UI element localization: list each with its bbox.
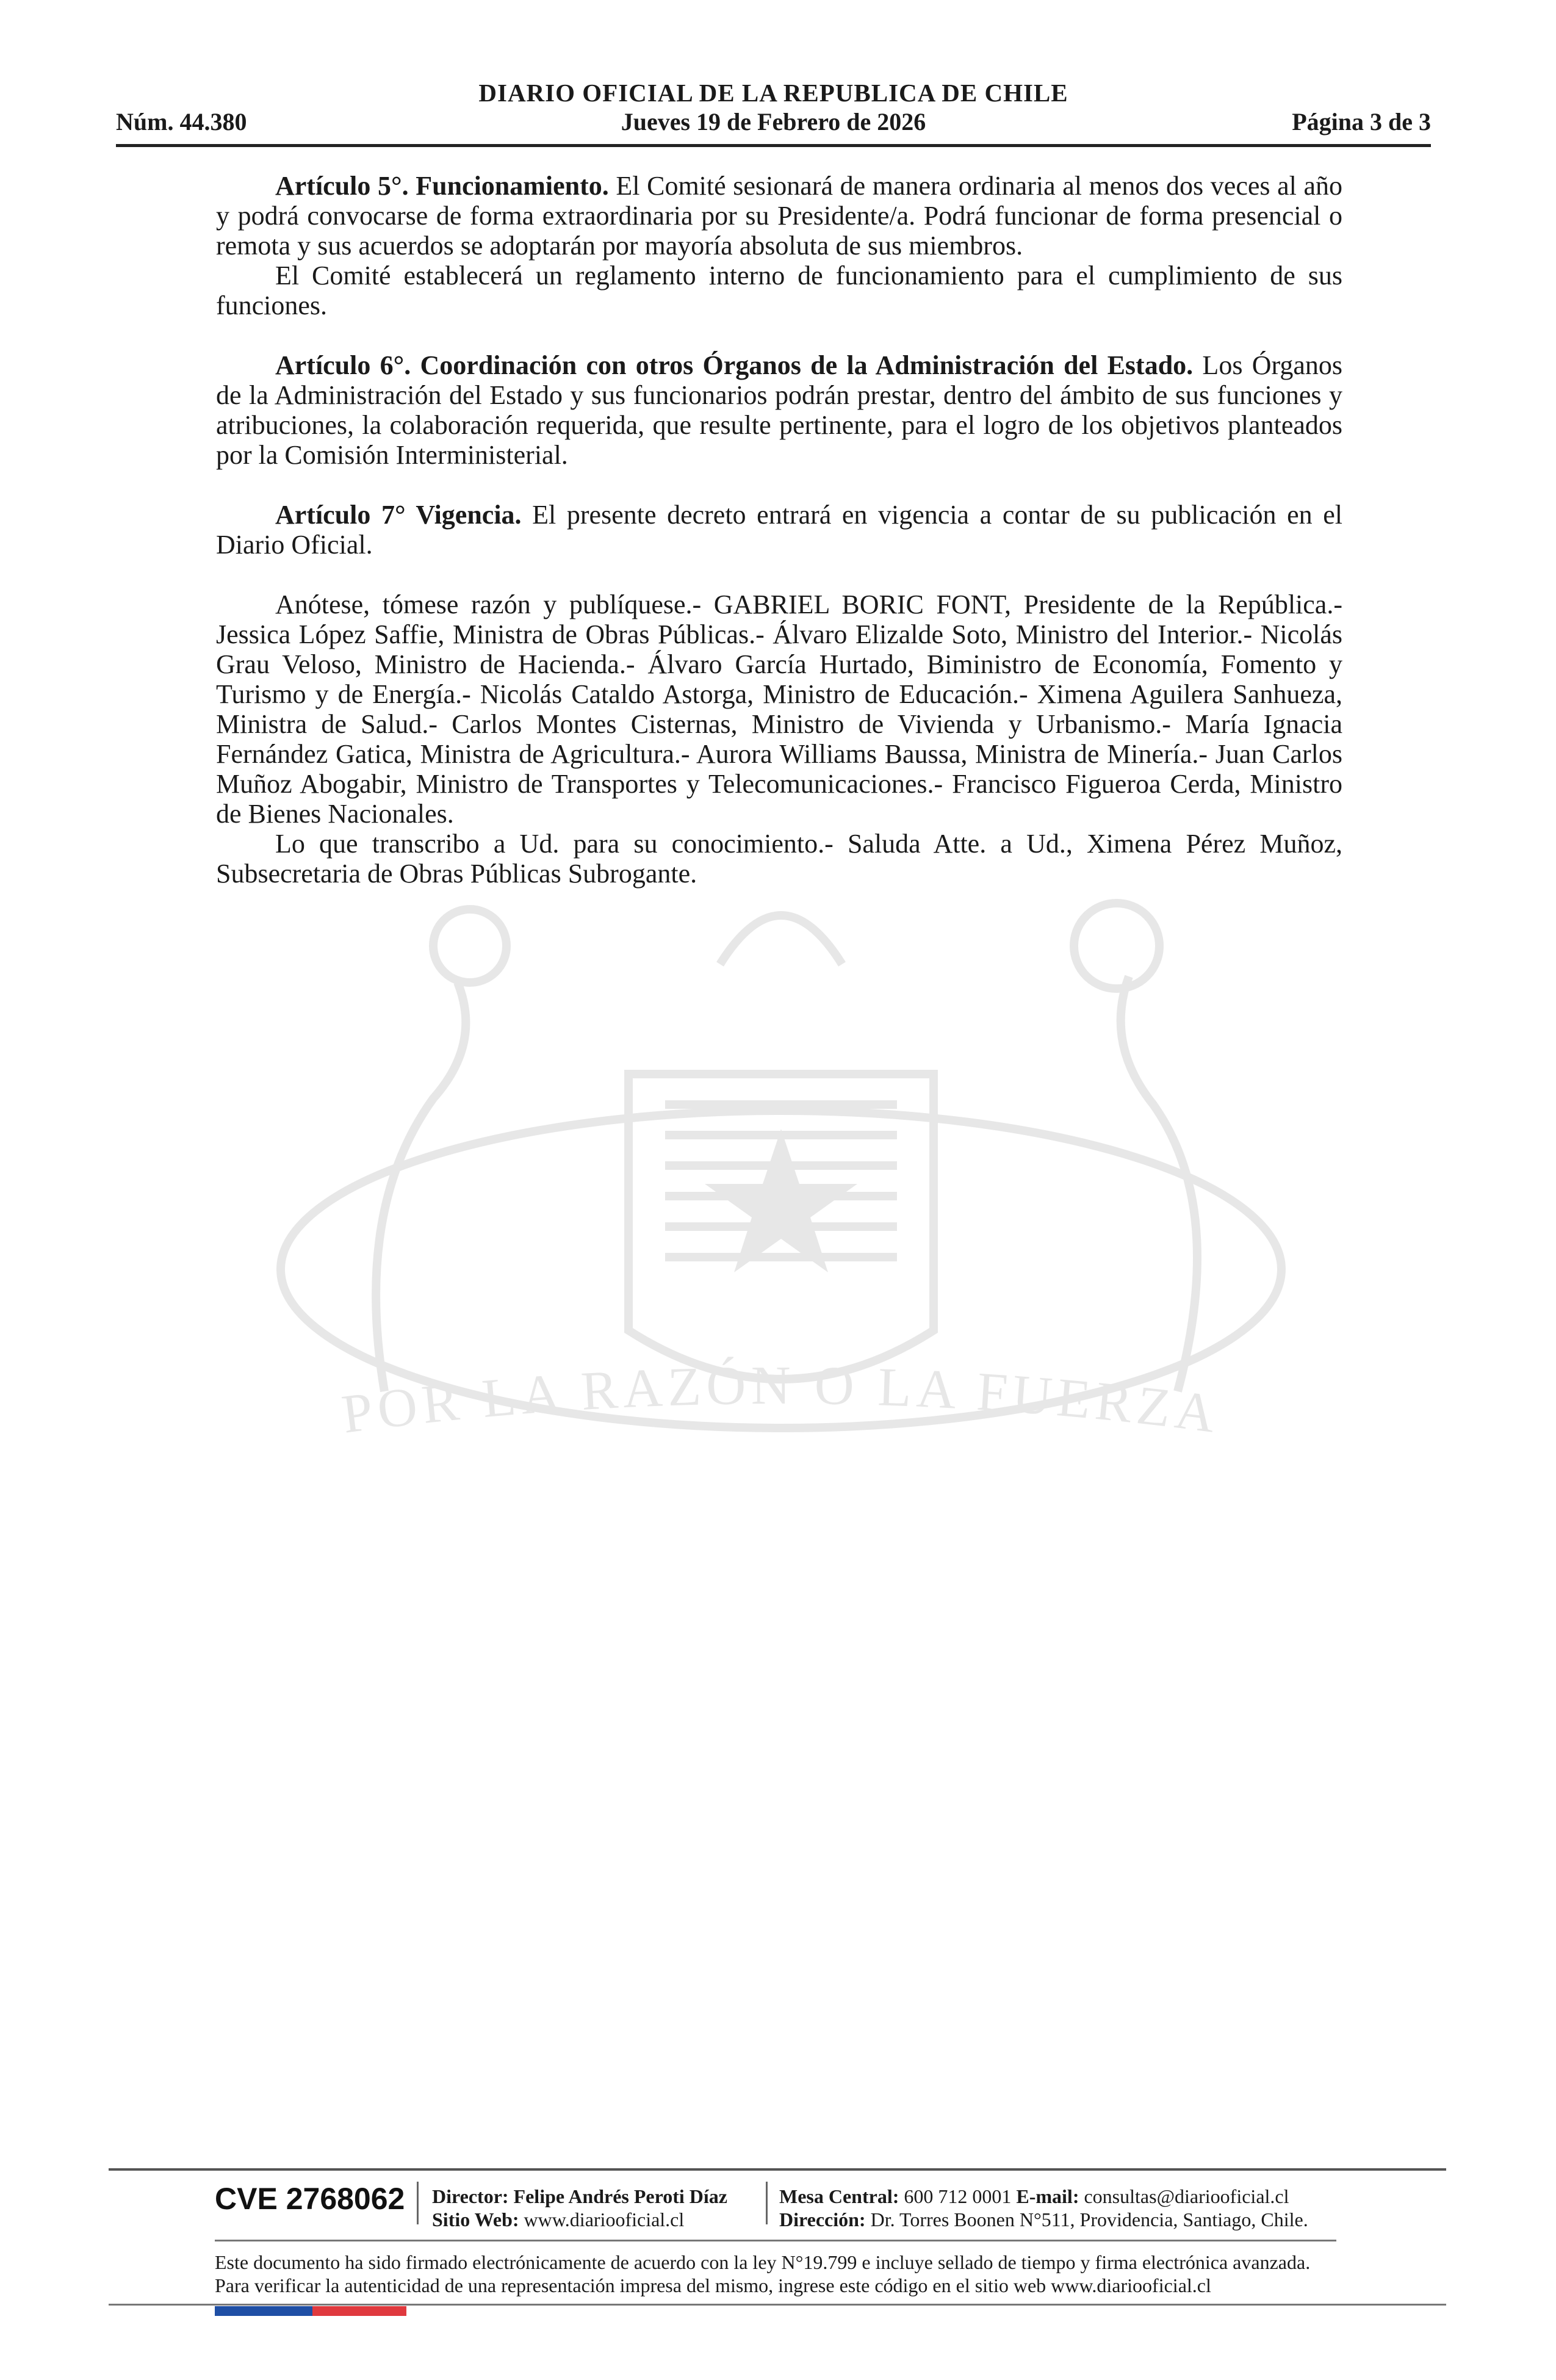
signatures-paragraph: Anótese, tómese razón y publíquese.- GABRIEL BORIC FONT, Presidente de la República.- Jessica López Saffie, Ministra de Obras Públicas.- Álvaro Elizalde Soto, Ministro del Interior.- Nicolás Grau Veloso, Ministro de Hacienda.- Álvaro García Hurtado, Biministro de Economía, Fomento y Turismo y de Energía.- Nicolás Cataldo Astorga, Ministro de Educación.- Ximena Aguilera Sanhueza, Ministra de Salud.- Carlos Montes Cisternas, Ministro de Vivienda y Urbanismo.- María Ignacia Fernández Gatica, Ministra de Agricultura.- Aurora Williams Baussa, Ministra de Minería.- Juan Carlos Muñoz Abogabir, Ministro de Transportes y Telecomunicaciones.- Francisco Figueroa Cerda, Ministro de Bienes Nacionales. (216, 590, 1342, 829)
document-body (216, 171, 1342, 889)
article-7-text: El presente decreto entrará en vigencia a contar de su publicación en el Diario Oficial. (216, 500, 1343, 560)
address-value: Dr. Torres Boonen N°511, Providencia, Santiago, Chile. (865, 2209, 1308, 2230)
footer-divider-top (109, 2168, 1446, 2171)
watermark-motto: POR LA RAZÓN O LA FUERZA (338, 1355, 1224, 1445)
page-indicator: Página 3 de 3 (1292, 108, 1431, 135)
article-6 (216, 350, 1342, 470)
email-label: E-mail: (1016, 2185, 1079, 2207)
flag-stripe-blue (215, 2306, 312, 2316)
closing-paragraph: Lo que transcribo a Ud. para su conocimiento.- Saluda Atte. a Ud., Ximena Pérez Muñoz, Subsecretaria de Obras Públicas Subrogante. (216, 829, 1342, 889)
site-label: Sitio Web: (432, 2209, 519, 2230)
coat-of-arms-watermark (201, 842, 1361, 1605)
footer-divider-bottom (109, 2304, 1446, 2306)
site-link[interactable]: www.diariooficial.cl (519, 2209, 685, 2230)
footer-divider-middle (215, 2240, 1336, 2241)
legal-notice: Este documento ha sido firmado electrónicamente de acuerdo con la ley N°19.799 e incluye sellado de tiempo y firma electrónica avanzada. Para verificar la autenticidad de una representación impresa del mismo, ingrese este código en el sitio web www.diariooficial.cl (215, 2251, 1311, 2296)
article-5-text: El Comité sesionará de manera ordinaria al menos dos veces al año y podrá convocarse de forma extraordinaria por su Presidente/a. Podrá funcionar de forma presencial o remota y sus acuerdos se adoptarán por mayoría absoluta de sus miembros. (216, 171, 1343, 261)
article-7-heading: Artículo 7° Vigencia. (275, 500, 522, 530)
article-5 (216, 171, 1342, 261)
page-header (116, 72, 1431, 147)
footer-separator (766, 2182, 768, 2224)
mesa-label: Mesa Central: (779, 2185, 899, 2207)
address-label: Dirección: (779, 2209, 866, 2230)
footer-contact-block (779, 2185, 1308, 2231)
article-5-paragraph-2: El Comité establecerá un reglamento interno de funcionamiento para el cumplimiento de sus funciones. (216, 261, 1342, 320)
footer-director-block (432, 2185, 727, 2231)
article-5-heading: Artículo 5°. Funcionamiento. (275, 171, 609, 201)
cve-code: CVE 2768062 (215, 2182, 405, 2216)
publication-title: DIARIO OFICIAL DE LA REPUBLICA DE CHILE (478, 79, 1068, 107)
director-label: Director: (432, 2185, 509, 2207)
article-7 (216, 500, 1342, 560)
article-6-text: Los Órganos de la Administración del Estado y sus funcionarios podrán prestar, dentro del ámbito de sus funciones y atribuciones, la colaboración requerida, que resulte pertinente, para el logro de los objetivos planteados por la Comisión Interministerial. (216, 350, 1342, 470)
issue-date: Jueves 19 de Febrero de 2026 (621, 108, 926, 135)
mesa-phone: 600 712 0001 (899, 2185, 1017, 2207)
email-link[interactable]: consultas@diariooficial.cl (1079, 2185, 1289, 2207)
article-6-heading: Artículo 6°. Coordinación con otros Órganos de la Administración del Estado. (275, 350, 1194, 380)
director-name: Felipe Andrés Peroti Díaz (508, 2185, 727, 2207)
footer-separator (417, 2182, 419, 2224)
issue-number: Núm. 44.380 (116, 108, 247, 135)
flag-stripe-red (312, 2306, 406, 2316)
